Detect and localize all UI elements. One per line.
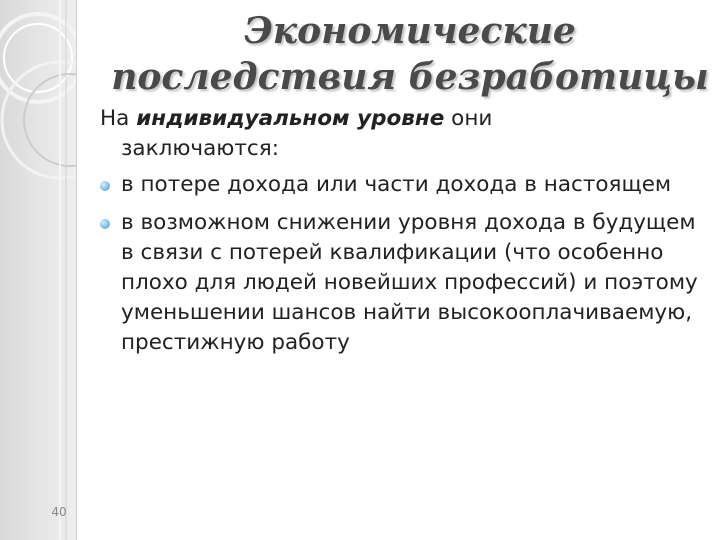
bullet-text: в потере дохода или части дохода в настоящем (121, 172, 672, 197)
intro-end: они (444, 106, 493, 131)
slide-sidebar-decoration (0, 0, 77, 540)
page-number: 40 (51, 505, 67, 519)
bullet-item (100, 170, 700, 200)
intro-paragraph (100, 104, 700, 164)
decorative-circles-graphic (0, 0, 76, 540)
intro-start: На (100, 106, 137, 131)
title-line-2: последствия безработицы (111, 56, 709, 98)
slide-title (110, 8, 710, 100)
bullet-item (100, 208, 700, 358)
intro-continuation: заключаются: (121, 136, 279, 161)
bullet-dot-icon (100, 219, 110, 229)
slide-body (100, 104, 700, 366)
bullet-list (100, 170, 700, 358)
bullet-dot-icon (100, 181, 110, 191)
bullet-text: в возможном снижении уровня дохода в будущем в связи с потерей квалификации (что особенно плохо для людей новейших профессий) и поэтому уменьшении шансов найти высокооплачиваемую, престижную работу (121, 210, 698, 355)
intro-emphasis: индивидуальном уровне (136, 106, 445, 131)
title-line-1: Экономические (244, 10, 576, 52)
